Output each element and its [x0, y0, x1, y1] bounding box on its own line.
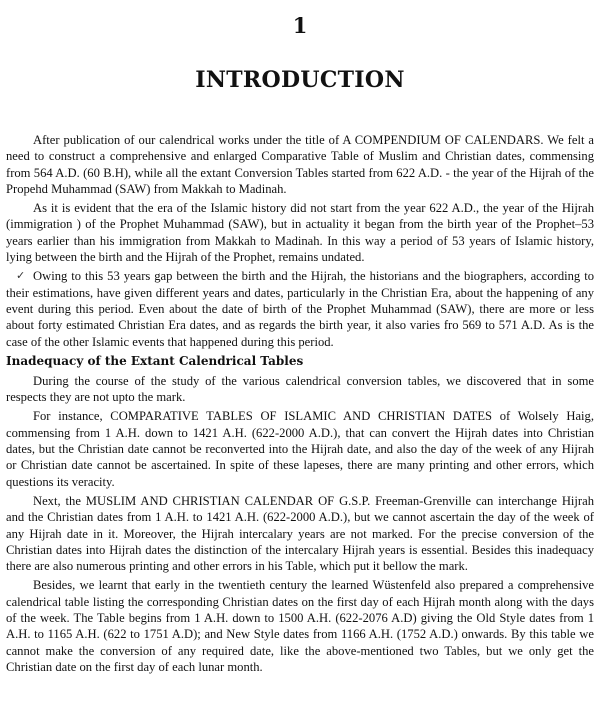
body-text: [6, 132, 594, 678]
paragraph-gap-wrapper: [6, 268, 594, 349]
paragraph-freeman-grenville: Next, the MUSLIM AND CHRISTIAN CALENDAR OF G.S.P. Freeman-Grenville can interchange Hijrah and the Christian dates from 1 A.H. to 1421 A.H. (622-2000 A.D.), but we cannot ascertain the day of the week of any Hijrah date in it. Moreover, the Hijrah intercalary years are not marked. For the precise conversion of the Christian dates into Hijrah dates the distinction of the intercalary Hijrah years is essential. Besides this inadequacy there are also numerous printing and other errors in his Table, which put it bellow the mark.: [6, 493, 594, 574]
paragraph-publication: After publication of our calendrical works under the title of A COMPENDIUM OF CALENDARS. We felt a need to construct a comprehensive and enlarged Comparative Table of Muslim and Christian dates, commensing from 564 A.D. (60 B.H), while all the extant Conversion Tables started from 622 A.D. - the year of the Hijrah of the Propehd Muhammad (SAW) from Makkah to Madinah.: [6, 133, 594, 196]
paragraph-53-year-gap: Owing to this 53 years gap between the birth and the Hijrah, the historians and the biographers, according to their estimations, have given different years and dates, particularly in the Christian Era, about the happening of any event during this period. Even about the date of birth of the Prophet Muhammad (SAW), there are more or less about forty estimated Christian Era dates, and as regards the birth year, it also varies fro 569 to 571 A.D. As is the case of the other Islamic events that happened during this period.: [6, 269, 594, 349]
chapter-number: 1: [292, 13, 308, 38]
paragraph-wustenfeld: Besides, we learnt that early in the twentieth century the learned Wüstenfeld also prepared a comprehensive calendrical table listing the corresponding Christian dates on the first day of each Hijrah month along with the days of the week. The Table begins from 1 A.H. down to 1500 A.H. (622-2076 A.D) giving the Old Style dates from 1 A.H. to 1165 A.H. (622 to 1751 A.D); and New Style dates from 1166 A.H. (1752 A.D.) onwards. By this table we cannot make the conversion of any required date, like the above-mentioned two Tables, but we only get the Christian date on the first day of each lunar month.: [6, 578, 594, 674]
pen-tick-mark: ✓: [16, 270, 26, 283]
paragraph-wolsely-haig: For instance, COMPARATIVE TABLES OF ISLAMIC AND CHRISTIAN DATES of Wolsely Haig, commensing from 1 A.H. down to 1421 A.H. (622-2000 A.D.), that can convert the Hijrah dates into Christian dates, but the Christian date cannot be reconverted into the Hijrah date, and also the day of the week of any Hijrah or Christian date cannot be ascertained. In spite of these lapeses, there are many printing and other errors, which questions its veracity.: [6, 409, 594, 489]
section-heading: Inadequacy of the Extant Calendrical Tables: [6, 353, 304, 368]
paragraph-islamic-era: As it is evident that the era of the Islamic history did not start from the year 622 A.D., the year of the Hijrah (immigration ) of the Prophet Muhammad (SAW), but in actuality it began from the birth year of the Prophet–53 years earlier than his immigration from Makkah to Madinah. In this way a period of 53 years of Islamic history, lying between the birth and the Hijrah of the Prophet, remains undated.: [6, 201, 594, 265]
chapter-title: INTRODUCTION: [195, 67, 405, 93]
paragraph-study-course: During the course of the study of the various calendrical conversion tables, we discovered that in some respects they are not upto the mark.: [6, 373, 594, 405]
